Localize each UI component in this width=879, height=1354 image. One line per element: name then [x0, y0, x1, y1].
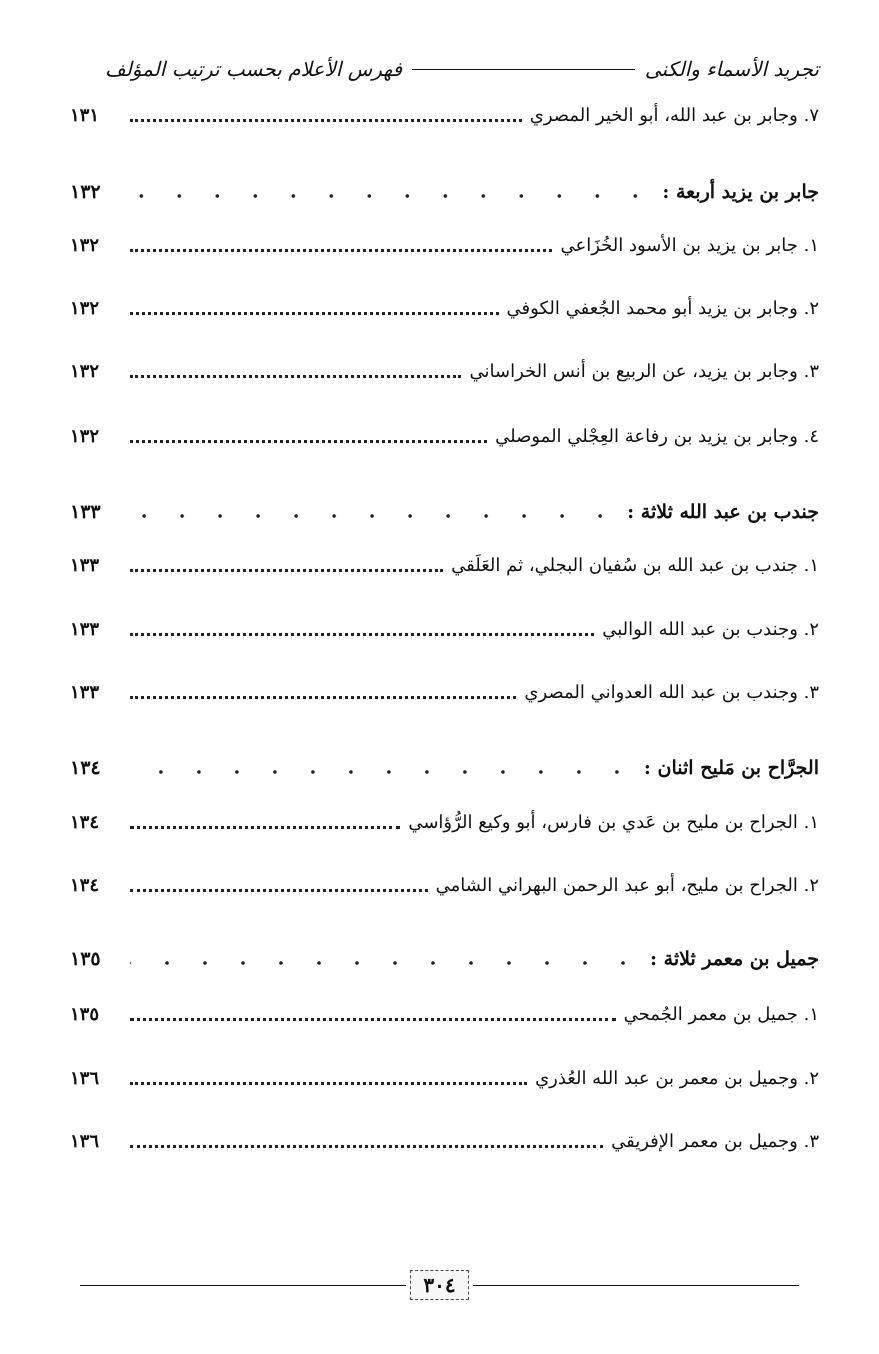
dot-leader: [130, 631, 594, 636]
heading-label: جندب بن عبد الله ثلاثة :: [627, 501, 819, 523]
entry-page: ١٣٢: [70, 297, 100, 319]
heading-label: الجرَّاح بن مَليح اثنان :: [643, 757, 819, 779]
index-entry: [70, 867, 819, 903]
dot-leader: [130, 514, 619, 518]
entry-label: ٣. وجابر بن يزيد، عن الربيع بن أنس الخراساني: [469, 360, 819, 382]
dot-leader: [130, 247, 552, 252]
entry-label: ٢. وجابر بن يزيد أبو محمد الجُعفي الكوفي: [506, 297, 819, 319]
entry-label: ٢. الجراح بن مليح، أبو عبد الرحمن البهراني الشامي: [435, 874, 819, 896]
index-entry: [70, 353, 819, 389]
dot-leader: [130, 824, 400, 829]
entry-page: ١٣٢: [70, 360, 100, 382]
entry-page: ١٣٣: [70, 618, 100, 640]
index-entry: [70, 418, 819, 454]
entry-label: ٣. وجميل بن معمر الإفريقي: [611, 1130, 819, 1152]
dot-leader: [130, 694, 516, 699]
dot-leader: [130, 961, 642, 965]
entry-label: ١. جميل بن معمر الجُمحي: [623, 1003, 819, 1025]
heading-page: ١٣٢: [70, 181, 101, 203]
heading-label: جميل بن معمر ثلاثة :: [650, 948, 819, 970]
index-entry: [70, 227, 819, 263]
footer-rule-right: [473, 1285, 799, 1286]
entry-label: ٧. وجابر بن عبد الله، أبو الخير المصري: [529, 104, 819, 126]
index-entry: [70, 290, 819, 326]
group-heading: [70, 750, 819, 786]
page-number: ٣٠٤: [410, 1270, 468, 1300]
entry-page: ١٣٢: [70, 234, 100, 256]
index-entry: [70, 804, 819, 840]
entry-label: ٤. وجابر بن يزيد بن رفاعة العِجْلي الموصلي: [495, 425, 819, 447]
dot-leader: [130, 1080, 527, 1085]
group-heading: [70, 494, 819, 530]
entry-label: ٢. وجندب بن عبد الله الوالبي: [602, 618, 819, 640]
heading-page: ١٣٣: [70, 501, 101, 523]
dot-leader: [130, 117, 522, 122]
entry-page: ١٣٤: [70, 811, 100, 833]
dot-leader: [130, 310, 499, 315]
entry-label: ١. الجراح بن مليح بن عَدي بن فارس، أبو وكيع الرُّؤاسي: [408, 811, 819, 833]
book-title: تجريد الأسماء والكنى: [644, 57, 819, 81]
dot-leader: [130, 438, 487, 443]
group-heading: [70, 174, 819, 210]
entry-label: ٣. وجندب بن عبد الله العدواني المصري: [524, 681, 819, 703]
dot-leader: [130, 1016, 616, 1021]
entry-page: ١٣٢: [70, 425, 100, 447]
entry-page: ١٣٥: [70, 1003, 100, 1025]
entry-label: ١. جندب بن عبد الله بن سُفيان البجلي، ثم العَلَقي: [451, 554, 819, 576]
footer-rule-left: [80, 1285, 406, 1286]
dot-leader: [130, 373, 461, 378]
dot-leader: [130, 194, 654, 198]
heading-label: جابر بن يزيد أربعة :: [662, 181, 819, 203]
dot-leader: [130, 567, 443, 572]
entry-page: ١٣٤: [70, 874, 100, 896]
entry-page: ١٣٦: [70, 1130, 100, 1152]
index-entry: [70, 611, 819, 647]
index-entry: [70, 97, 819, 133]
entry-page: ١٣٦: [70, 1067, 100, 1089]
index-entry: [70, 1123, 819, 1159]
entry-label: ٢. وجميل بن معمر بن عبد الله العُذري: [535, 1067, 819, 1089]
index-entry: [70, 996, 819, 1032]
heading-page: ١٣٥: [70, 948, 101, 970]
entry-label: ١. جابر بن يزيد بن الأسود الخُزَاعي: [560, 234, 819, 256]
dot-leader: [130, 1143, 603, 1148]
page-footer: [80, 1270, 799, 1300]
dot-leader: [130, 887, 428, 892]
entry-page: ١٣١: [70, 104, 100, 126]
dot-leader: [130, 770, 636, 774]
entry-page: ١٣٣: [70, 554, 100, 576]
group-heading: [70, 941, 819, 977]
section-title: فهرس الأعلام بحسب ترتيب المؤلف: [105, 57, 403, 81]
entry-page: ١٣٣: [70, 681, 100, 703]
index-entry: [70, 547, 819, 583]
index-entry: [70, 1060, 819, 1096]
index-entry: [70, 674, 819, 710]
heading-page: ١٣٤: [70, 757, 101, 779]
